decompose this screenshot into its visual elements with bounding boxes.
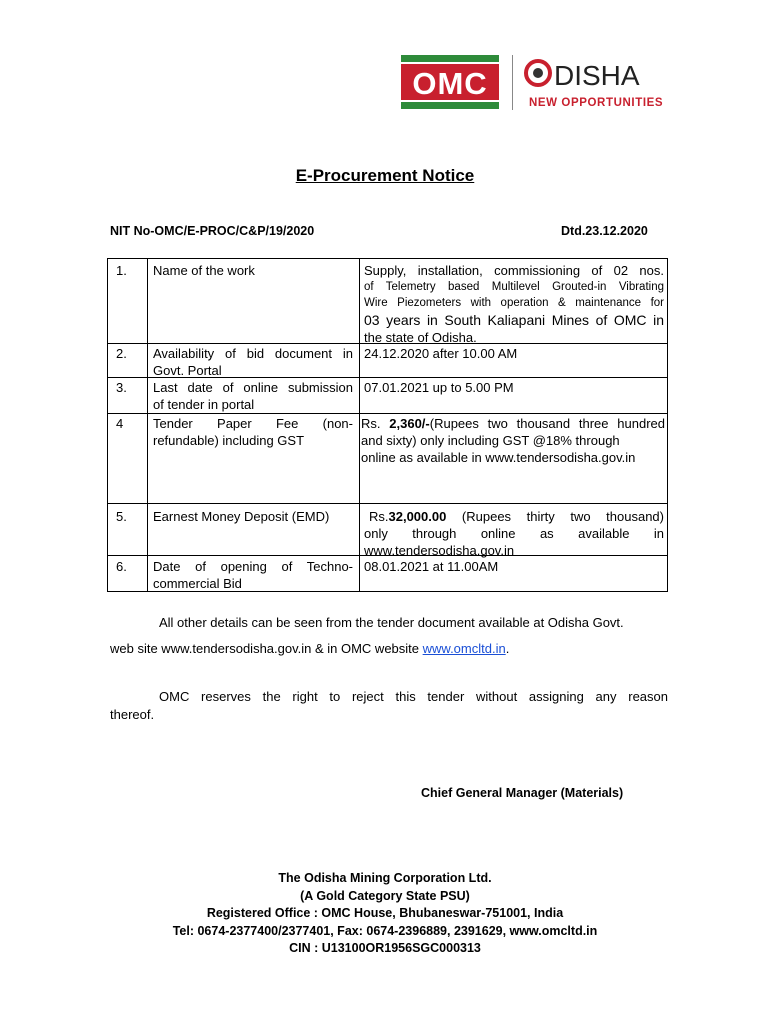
row-detail: 07.01.2021 up to 5.00 PM <box>364 380 514 395</box>
details-paragraph-line2: web site www.tendersodisha.gov.in & in OMC website www.omcltd.in. <box>110 641 510 656</box>
table-border-left <box>107 258 108 592</box>
row-label: Last date of online submission of tender in portal <box>153 380 353 412</box>
company-name: The Odisha Mining Corporation Ltd. <box>278 871 492 885</box>
omc-logo <box>401 55 499 109</box>
row-label: Tender Paper Fee (non- refundable) including GST <box>153 416 353 448</box>
odisha-logo <box>523 55 675 110</box>
signatory-designation: Chief General Manager (Materials) <box>421 786 624 800</box>
row-number: 2. <box>116 346 127 361</box>
corporate-footer <box>0 870 770 958</box>
row-number: 1. <box>116 263 127 278</box>
reservation-paragraph-line2: thereof. <box>110 707 155 722</box>
row-detail: Rs.32,000.00 (Rupees thirty two thousand) only through online as available in www.tendersodisha.gov.in <box>364 509 664 558</box>
row-label: Availability of bid document in Govt. Portal <box>153 346 353 378</box>
tender-details-table <box>107 258 668 592</box>
table-row-divider <box>107 503 668 504</box>
row-detail: Supply, installation, commissioning of 02 nos. of Telemetry based Multilevel Grouted-in Vibrating Wire Piezometers with operation & maintenance for 03 years in South Kaliapani Mines of OMC in the state of Odisha. <box>364 263 664 345</box>
row-number: 4 <box>116 416 124 431</box>
odisha-logo-text: DISHA <box>554 60 640 91</box>
omc-logo-text: OMC <box>412 66 488 101</box>
table-border-right <box>667 258 668 592</box>
contact-info: Tel: 0674-2377400/2377401, Fax: 0674-2396889, 2391629, www.omcltd.in <box>172 923 598 938</box>
reservation-paragraph-line1: OMC reserves the right to reject this tender without assigning any reason <box>159 689 668 704</box>
cin-number: CIN : U13100OR1956SGC000313 <box>289 941 481 955</box>
row-number: 6. <box>116 559 127 574</box>
details-paragraph-line1: All other details can be seen from the tender document available at Odisha Govt. <box>159 615 624 630</box>
company-category: (A Gold Category State PSU) <box>300 888 470 903</box>
logo-tagline: NEW OPPORTUNITIES <box>529 97 664 109</box>
logo-divider <box>512 55 513 110</box>
omc-website-link[interactable]: www.omcltd.in <box>422 641 506 656</box>
notice-title: E-Procurement Notice <box>295 166 475 185</box>
row-label: Earnest Money Deposit (EMD) <box>153 509 330 524</box>
row-detail: 24.12.2020 after 10.00 AM <box>364 346 518 361</box>
table-row-divider <box>107 413 668 414</box>
row-number: 3. <box>116 380 127 395</box>
row-label: Name of the work <box>153 263 255 278</box>
row-label: Date of opening of Techno- commercial Bid <box>153 559 353 591</box>
row-detail: Rs. 2,360/-(Rupees two thousand three hundred and sixty) only including GST @18% through online as available in www.tendersodisha.gov.in <box>361 416 665 465</box>
row-number: 5. <box>116 509 127 524</box>
nit-number: NIT No-OMC/E-PROC/C&P/19/2020 <box>110 224 315 238</box>
table-column-divider <box>147 258 148 592</box>
table-border-top <box>107 258 668 259</box>
registered-office: Registered Office : OMC House, Bhubaneswar-751001, India <box>206 906 564 920</box>
row-detail: 08.01.2021 at 11.00AM <box>364 559 499 574</box>
table-column-divider <box>359 258 360 592</box>
notice-date: Dtd.23.12.2020 <box>561 224 648 238</box>
